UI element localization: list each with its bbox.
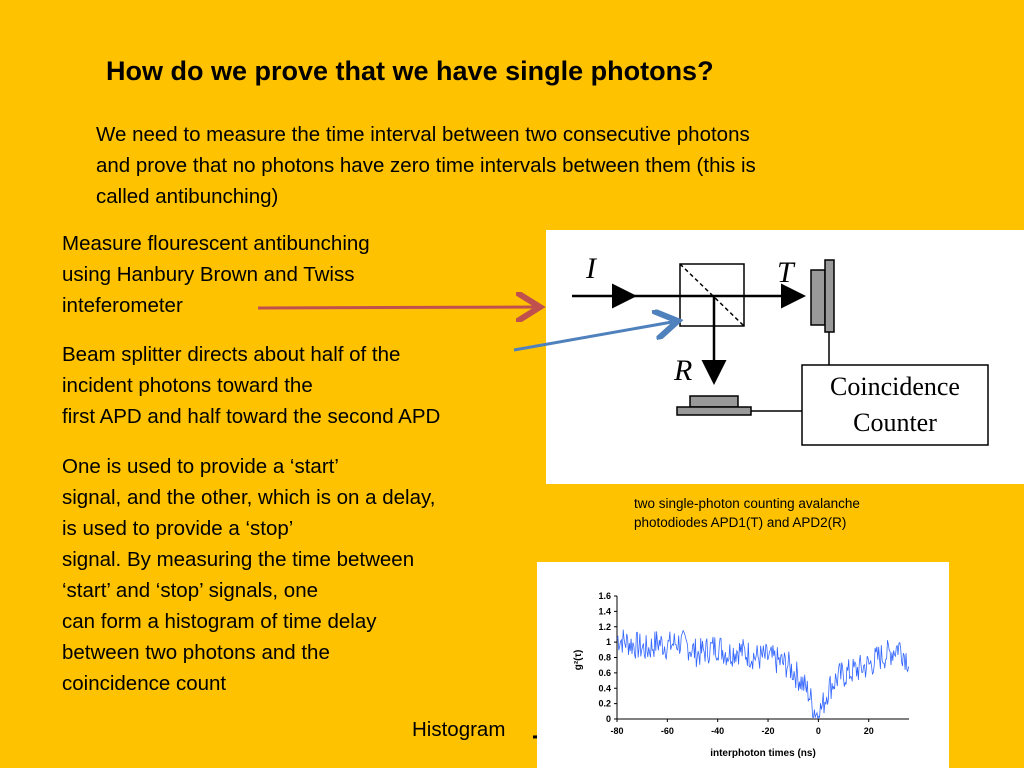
counter-label-line2: Counter [853, 408, 937, 437]
y-tick-label: 1.6 [598, 591, 611, 601]
paragraph-line: can form a histogram of time delay [62, 610, 377, 633]
paragraph-line: coincidence count [62, 672, 227, 695]
paragraph-line: Beam splitter directs about half of the [62, 343, 401, 366]
intro-line: called antibunching) [96, 185, 279, 208]
x-axis-label: interphoton times (ns) [710, 748, 816, 759]
diagram-caption [634, 494, 934, 532]
apd-r-base [677, 407, 751, 415]
y-tick-label: 0.2 [598, 698, 611, 709]
x-tick-label: 20 [863, 726, 874, 736]
x-tick-label: -20 [761, 726, 775, 736]
hbt-diagram-svg [546, 230, 1024, 484]
x-tick-label: -80 [610, 726, 624, 736]
caption-line: two single-photon counting avalanche [634, 496, 860, 511]
paragraph-line: between two photons and the [62, 641, 330, 664]
y-tick-label: 1.2 [598, 621, 611, 632]
paragraph-line: One is used to provide a ‘start’ [62, 455, 339, 478]
intro-line: and prove that no photons have zero time intervals between them (this is [96, 154, 756, 177]
label-t: T [777, 256, 794, 289]
hbt-paragraph [62, 228, 552, 321]
apd-t-detector [811, 270, 825, 325]
histogram-chart [537, 562, 949, 768]
paragraph-line: Measure flourescent antibunching [62, 232, 370, 255]
y-tick-label: 1.4 [598, 606, 611, 617]
intro-line: We need to measure the time interval between two consecutive photons [96, 123, 750, 146]
histogram-svg [537, 562, 949, 768]
y-axis-label: g²(τ) [573, 649, 584, 671]
x-tick-label: 0 [815, 726, 821, 736]
slide-title: How do we prove that we have single photons? [106, 56, 714, 86]
y-tick-label: 0.6 [598, 667, 611, 678]
x-tick-label: -40 [711, 726, 725, 736]
histogram-label: Histogram [412, 718, 506, 741]
beam-splitter-paragraph [62, 339, 552, 432]
y-tick-label: 0.8 [598, 652, 611, 663]
intro-text [96, 119, 956, 212]
y-tick-label: 0 [605, 714, 611, 724]
paragraph-line: using Hanbury Brown and Twiss [62, 263, 355, 286]
g2-series-line [617, 630, 909, 719]
label-r: R [674, 354, 693, 387]
label-i: I [586, 252, 596, 285]
paragraph-line: is used to provide a ‘stop’ [62, 517, 294, 540]
paragraph-line: incident photons toward the [62, 374, 313, 397]
counter-label-line1: Coincidence [830, 372, 960, 401]
paragraph-line: first APD and half toward the second APD [62, 405, 441, 428]
paragraph-line: signal, and the other, which is on a delay, [62, 486, 436, 509]
apd-r-detector [690, 396, 738, 407]
paragraph-line: signal. By measuring the time between [62, 548, 415, 571]
caption-line: photodiodes APD1(T) and APD2(R) [634, 515, 847, 530]
x-tick-label: -60 [660, 726, 674, 736]
start-stop-paragraph [62, 451, 552, 699]
paragraph-line: inteferometer [62, 294, 183, 317]
y-tick-label: 1 [605, 637, 611, 648]
hbt-diagram [546, 230, 1024, 484]
y-tick-label: 0.4 [598, 683, 611, 694]
apd-t-base [825, 260, 834, 332]
paragraph-line: ‘start’ and ‘stop’ signals, one [62, 579, 319, 602]
